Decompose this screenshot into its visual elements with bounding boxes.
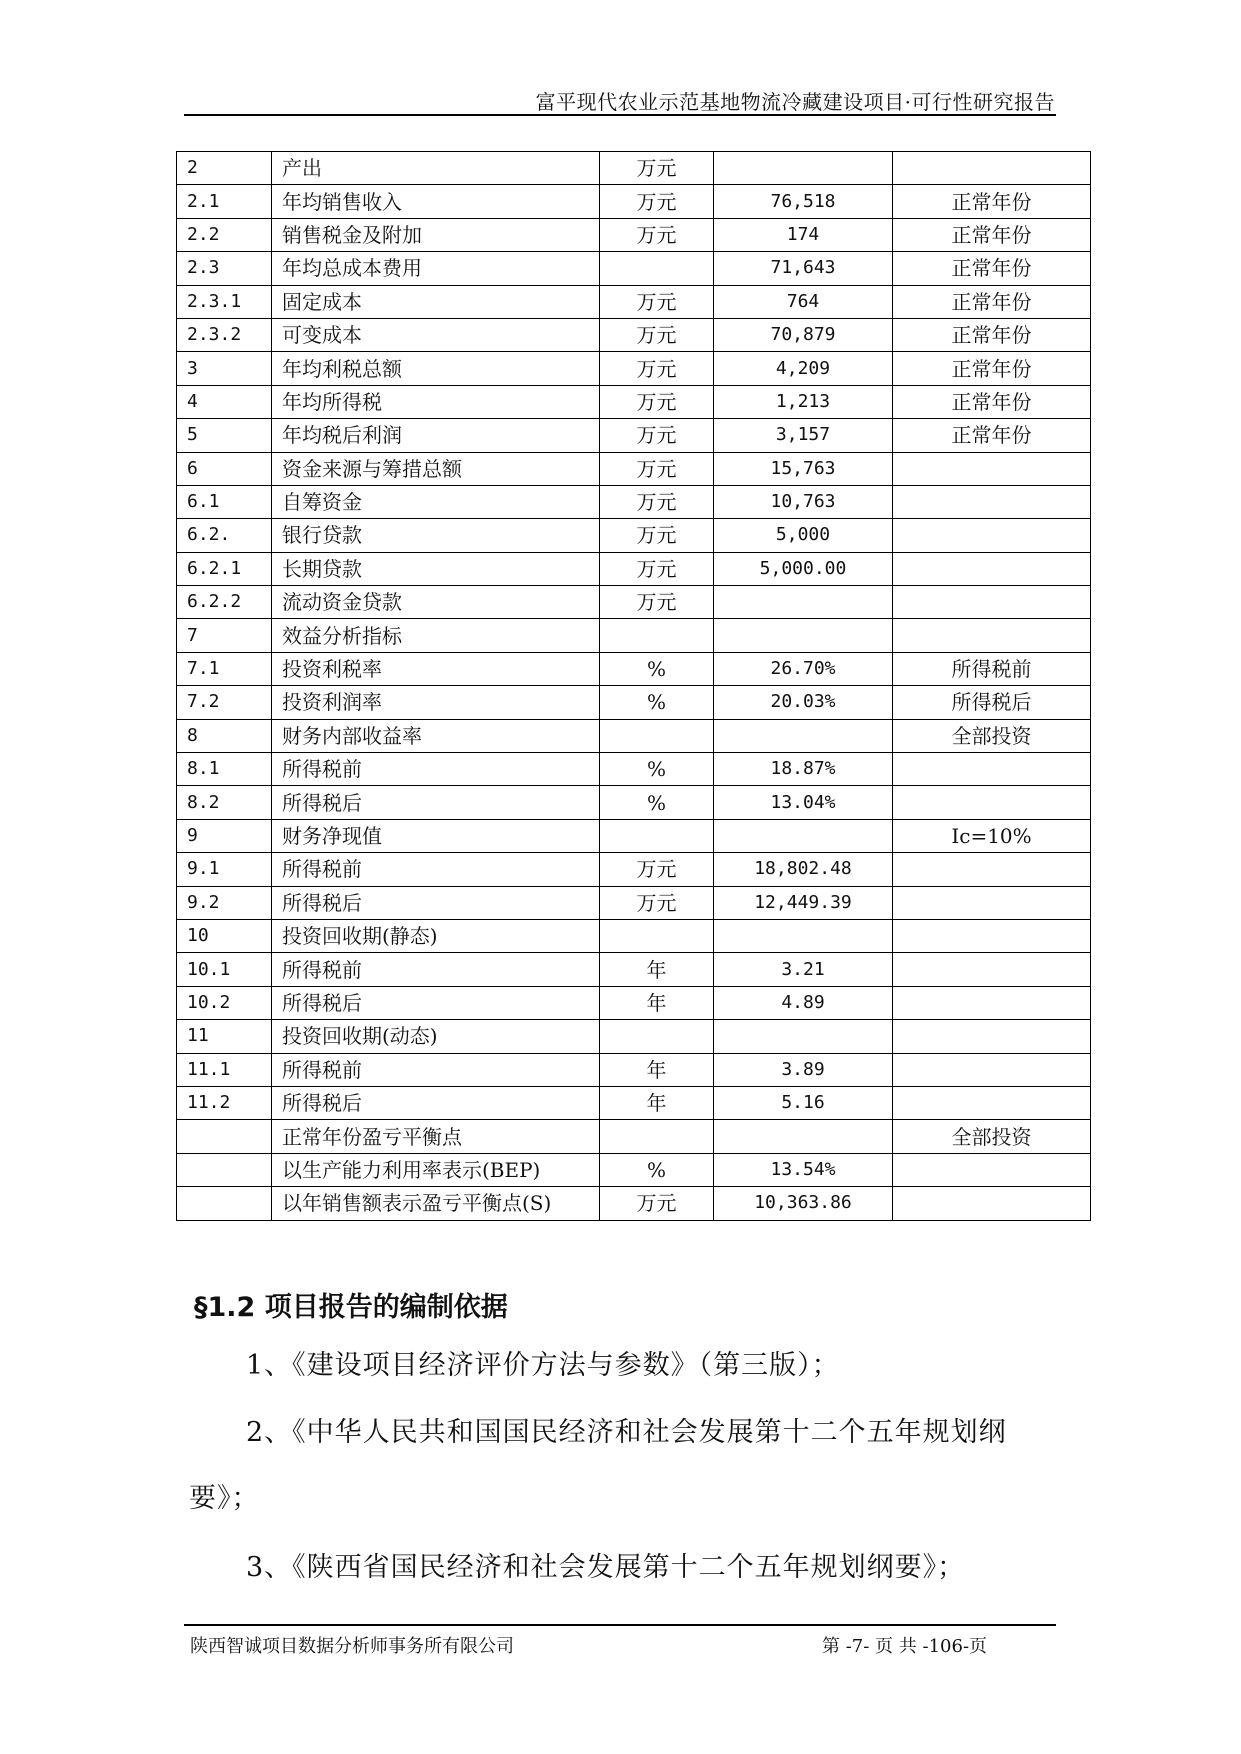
cell-row-number: 10 — [177, 919, 272, 952]
cell-unit: 万元 — [600, 586, 714, 619]
cell-item-name: 投资利税率 — [272, 652, 600, 685]
cell-row-number: 2.3.2 — [177, 318, 272, 351]
cell-row-number: 7.2 — [177, 686, 272, 719]
cell-unit — [600, 819, 714, 852]
table-row — [177, 252, 1091, 285]
cell-item-name: 产出 — [272, 152, 600, 185]
table-row — [177, 986, 1091, 1019]
cell-remark: 全部投资 — [893, 1120, 1091, 1153]
cell-item-name: 年均利税总额 — [272, 352, 600, 385]
cell-unit — [600, 252, 714, 285]
table-row — [177, 485, 1091, 518]
table-row — [177, 919, 1091, 952]
cell-item-name: 资金来源与筹措总额 — [272, 452, 600, 485]
cell-row-number: 6 — [177, 452, 272, 485]
cell-value: 10,363.86 — [714, 1187, 893, 1220]
cell-remark — [893, 586, 1091, 619]
cell-value: 5,000.00 — [714, 552, 893, 585]
cell-unit — [600, 719, 714, 752]
cell-row-number: 9.2 — [177, 886, 272, 919]
table-row — [177, 1020, 1091, 1053]
cell-unit: 万元 — [600, 218, 714, 251]
cell-value: 3.89 — [714, 1053, 893, 1086]
cell-row-number: 2.2 — [177, 218, 272, 251]
table-row — [177, 953, 1091, 986]
cell-item-name: 年均税后利润 — [272, 419, 600, 452]
header-rule — [184, 114, 1056, 116]
cell-item-name: 财务净现值 — [272, 819, 600, 852]
cell-item-name: 年均销售收入 — [272, 185, 600, 218]
cell-remark — [893, 452, 1091, 485]
cell-row-number: 11 — [177, 1020, 272, 1053]
cell-item-name: 所得税后 — [272, 886, 600, 919]
cell-remark — [893, 886, 1091, 919]
cell-row-number: 11.2 — [177, 1086, 272, 1119]
cell-remark — [893, 1187, 1091, 1220]
cell-value: 3,157 — [714, 419, 893, 452]
cell-unit: 年 — [600, 1053, 714, 1086]
cell-row-number: 6.2. — [177, 519, 272, 552]
cell-row-number: 10.2 — [177, 986, 272, 1019]
cell-item-name: 投资回收期(动态) — [272, 1020, 600, 1053]
table-row — [177, 1187, 1091, 1220]
cell-unit — [600, 1020, 714, 1053]
cell-row-number: 6.2.1 — [177, 552, 272, 585]
cell-row-number: 8.1 — [177, 753, 272, 786]
cell-item-name: 所得税后 — [272, 786, 600, 819]
cell-item-name: 投资利润率 — [272, 686, 600, 719]
table-row — [177, 1053, 1091, 1086]
cell-item-name: 银行贷款 — [272, 519, 600, 552]
cell-value: 18.87% — [714, 753, 893, 786]
cell-value: 15,763 — [714, 452, 893, 485]
cell-value: 71,643 — [714, 252, 893, 285]
cell-row-number: 4 — [177, 385, 272, 418]
reference-item-3: 3、《陕西省国民经济和社会发展第十二个五年规划纲要》； — [246, 1552, 966, 1583]
cell-remark — [893, 152, 1091, 185]
cell-row-number: 2.3 — [177, 252, 272, 285]
reference-item-2-continuation: 要》； — [189, 1483, 260, 1514]
cell-unit: % — [600, 1153, 714, 1186]
table-row — [177, 352, 1091, 385]
table-row — [177, 519, 1091, 552]
cell-row-number: 11.1 — [177, 1053, 272, 1086]
cell-row-number — [177, 1120, 272, 1153]
table-row — [177, 686, 1091, 719]
cell-value: 76,518 — [714, 185, 893, 218]
cell-row-number: 7 — [177, 619, 272, 652]
cell-item-name: 效益分析指标 — [272, 619, 600, 652]
cell-unit: 万元 — [600, 352, 714, 385]
cell-unit: 万元 — [600, 519, 714, 552]
cell-row-number: 7.1 — [177, 652, 272, 685]
cell-remark — [893, 953, 1091, 986]
table-row — [177, 786, 1091, 819]
table-row — [177, 185, 1091, 218]
reference-item-2: 2、《中华人民共和国国民经济和社会发展第十二个五年规划纲 — [246, 1417, 1007, 1448]
table-row — [177, 1086, 1091, 1119]
cell-row-number: 5 — [177, 419, 272, 452]
cell-value: 13.04% — [714, 786, 893, 819]
table-row — [177, 1120, 1091, 1153]
cell-row-number: 6.2.2 — [177, 586, 272, 619]
cell-unit: 万元 — [600, 853, 714, 886]
cell-item-name: 以生产能力利用率表示(BEP) — [272, 1153, 600, 1186]
table-row — [177, 385, 1091, 418]
cell-remark: 全部投资 — [893, 719, 1091, 752]
cell-unit — [600, 919, 714, 952]
cell-row-number: 8.2 — [177, 786, 272, 819]
cell-value: 174 — [714, 218, 893, 251]
table-row — [177, 619, 1091, 652]
cell-remark: 所得税后 — [893, 686, 1091, 719]
cell-row-number — [177, 1187, 272, 1220]
cell-unit: 年 — [600, 986, 714, 1019]
cell-item-name: 长期贷款 — [272, 552, 600, 585]
cell-item-name: 流动资金贷款 — [272, 586, 600, 619]
cell-unit: 万元 — [600, 419, 714, 452]
cell-unit: % — [600, 652, 714, 685]
cell-unit: % — [600, 786, 714, 819]
table-row — [177, 719, 1091, 752]
table-row — [177, 419, 1091, 452]
cell-value: 5,000 — [714, 519, 893, 552]
cell-item-name: 固定成本 — [272, 285, 600, 318]
cell-row-number — [177, 1153, 272, 1186]
cell-remark: Ic=10% — [893, 819, 1091, 852]
cell-remark — [893, 786, 1091, 819]
table-row — [177, 285, 1091, 318]
cell-value — [714, 1020, 893, 1053]
cell-item-name: 所得税前 — [272, 953, 600, 986]
cell-unit — [600, 619, 714, 652]
cell-remark — [893, 853, 1091, 886]
cell-unit: 万元 — [600, 1187, 714, 1220]
cell-item-name: 所得税前 — [272, 753, 600, 786]
table-row — [177, 652, 1091, 685]
cell-value: 13.54% — [714, 1153, 893, 1186]
reference-item-1: 1、《建设项目经济评价方法与参数》（第三版）； — [246, 1350, 840, 1381]
cell-remark: 正常年份 — [893, 218, 1091, 251]
table-row — [177, 819, 1091, 852]
cell-item-name: 自筹资金 — [272, 485, 600, 518]
cell-row-number: 9.1 — [177, 853, 272, 886]
cell-value — [714, 1120, 893, 1153]
cell-remark: 正常年份 — [893, 185, 1091, 218]
cell-item-name: 年均总成本费用 — [272, 252, 600, 285]
cell-value — [714, 819, 893, 852]
cell-value: 18,802.48 — [714, 853, 893, 886]
cell-remark — [893, 485, 1091, 518]
running-header: 富平现代农业示范基地物流冷藏建设项目·可行性研究报告 — [535, 90, 1055, 114]
cell-unit: 万元 — [600, 886, 714, 919]
cell-value: 20.03% — [714, 686, 893, 719]
cell-unit: 年 — [600, 1086, 714, 1119]
cell-value: 10,763 — [714, 485, 893, 518]
table-row — [177, 586, 1091, 619]
cell-row-number: 3 — [177, 352, 272, 385]
cell-item-name: 以年销售额表示盈亏平衡点(S) — [272, 1187, 600, 1220]
cell-row-number: 8 — [177, 719, 272, 752]
cell-unit: 万元 — [600, 552, 714, 585]
cell-item-name: 正常年份盈亏平衡点 — [272, 1120, 600, 1153]
table-row — [177, 318, 1091, 351]
table-row — [177, 218, 1091, 251]
cell-value: 26.70% — [714, 652, 893, 685]
cell-remark: 正常年份 — [893, 285, 1091, 318]
cell-unit — [600, 1120, 714, 1153]
cell-value: 12,449.39 — [714, 886, 893, 919]
cell-value — [714, 919, 893, 952]
financial-indicators-table — [176, 151, 1091, 1221]
footer-page-number: 第 -7- 页 共 -106-页 — [822, 1636, 988, 1657]
cell-remark: 正常年份 — [893, 352, 1091, 385]
cell-remark — [893, 1153, 1091, 1186]
cell-item-name: 投资回收期(静态) — [272, 919, 600, 952]
cell-remark — [893, 552, 1091, 585]
cell-value: 5.16 — [714, 1086, 893, 1119]
cell-unit: 万元 — [600, 385, 714, 418]
cell-value: 1,213 — [714, 385, 893, 418]
table-row — [177, 853, 1091, 886]
cell-row-number: 10.1 — [177, 953, 272, 986]
cell-value: 4,209 — [714, 352, 893, 385]
table-row — [177, 753, 1091, 786]
cell-row-number: 2.3.1 — [177, 285, 272, 318]
cell-value — [714, 586, 893, 619]
cell-value: 70,879 — [714, 318, 893, 351]
cell-row-number: 9 — [177, 819, 272, 852]
cell-item-name: 所得税前 — [272, 853, 600, 886]
cell-item-name: 所得税后 — [272, 1086, 600, 1119]
cell-unit: % — [600, 686, 714, 719]
cell-remark: 正常年份 — [893, 318, 1091, 351]
cell-remark — [893, 919, 1091, 952]
cell-unit: 万元 — [600, 152, 714, 185]
cell-remark: 正常年份 — [893, 385, 1091, 418]
cell-unit: 万元 — [600, 285, 714, 318]
cell-remark — [893, 986, 1091, 1019]
cell-item-name: 所得税前 — [272, 1053, 600, 1086]
cell-remark — [893, 619, 1091, 652]
table-row — [177, 886, 1091, 919]
table-row — [177, 552, 1091, 585]
cell-value: 764 — [714, 285, 893, 318]
section-heading: §1.2 项目报告的编制依据 — [194, 1292, 508, 1323]
cell-unit: 万元 — [600, 485, 714, 518]
cell-remark — [893, 1020, 1091, 1053]
cell-remark — [893, 519, 1091, 552]
cell-remark — [893, 1053, 1091, 1086]
cell-item-name: 销售税金及附加 — [272, 218, 600, 251]
table-row — [177, 152, 1091, 185]
cell-item-name: 可变成本 — [272, 318, 600, 351]
cell-value — [714, 719, 893, 752]
cell-row-number: 2 — [177, 152, 272, 185]
cell-remark: 正常年份 — [893, 252, 1091, 285]
cell-value — [714, 152, 893, 185]
cell-unit: 万元 — [600, 452, 714, 485]
cell-unit: % — [600, 753, 714, 786]
cell-row-number: 2.1 — [177, 185, 272, 218]
cell-row-number: 6.1 — [177, 485, 272, 518]
footer-company: 陕西智诚项目数据分析师事务所有限公司 — [190, 1636, 514, 1657]
cell-unit: 万元 — [600, 318, 714, 351]
cell-value: 4.89 — [714, 986, 893, 1019]
cell-item-name: 年均所得税 — [272, 385, 600, 418]
cell-unit: 万元 — [600, 185, 714, 218]
cell-item-name: 财务内部收益率 — [272, 719, 600, 752]
cell-unit: 年 — [600, 953, 714, 986]
cell-remark — [893, 1086, 1091, 1119]
cell-item-name: 所得税后 — [272, 986, 600, 1019]
cell-remark: 正常年份 — [893, 419, 1091, 452]
cell-value: 3.21 — [714, 953, 893, 986]
table-row — [177, 452, 1091, 485]
cell-remark: 所得税前 — [893, 652, 1091, 685]
footer-rule — [184, 1624, 1056, 1626]
table-row — [177, 1153, 1091, 1186]
cell-value — [714, 619, 893, 652]
cell-remark — [893, 753, 1091, 786]
